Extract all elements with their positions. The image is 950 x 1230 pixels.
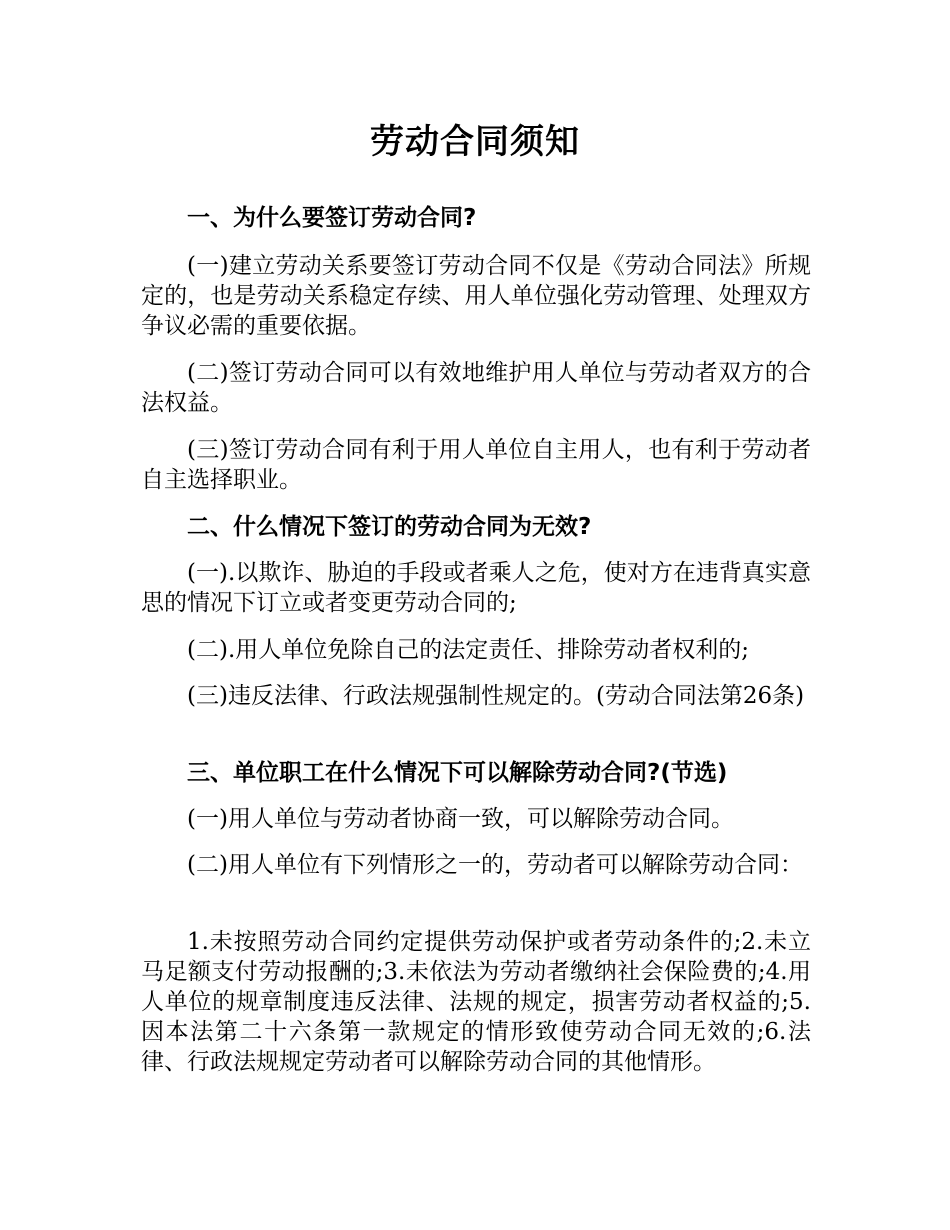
section-3-paragraph-3: 1.未按照劳动合同约定提供劳动保护或者劳动条件的;2.未立马足额支付劳动报酬的;3.未依法为劳动者缴纳社会保险费的;4.用人单位的规章制度违反法律、法规的规定，损害劳动者权益的;5.因本法第二十六条第一款规定的情形致使劳动合同无效的;6.法律、行政法规规定劳动者可以解除劳动合同的其他情形。: [141, 929, 811, 1075]
section-1-paragraph-2: (二)签订劳动合同可以有效地维护用人单位与劳动者双方的合法权益。: [141, 360, 811, 416]
section-2-paragraph-1: (一).以欺诈、胁迫的手段或者乘人之危，使对方在违背真实意思的情况下订立或者变更劳动合同的;: [141, 560, 811, 616]
section-2-paragraph-2: (二).用人单位免除自己的法定责任、排除劳动者权利的;: [187, 637, 750, 663]
section-1-paragraph-1: (一)建立劳动关系要签订劳动合同不仅是《劳动合同法》所规定的，也是劳动关系稳定存续、用人单位强化劳动管理、处理双方争议必需的重要依据。: [141, 253, 811, 339]
section-2-paragraph-3: (三)违反法律、行政法规强制性规定的。(劳动合同法第26条): [187, 683, 805, 709]
document-title: 劳动合同须知: [370, 122, 580, 162]
section-1-paragraph-3: (三)签订劳动合同有利于用人单位自主用人，也有利于劳动者自主选择职业。: [141, 437, 811, 493]
section-1-heading: 一、为什么要签订劳动合同?: [187, 205, 477, 231]
section-3-paragraph-2: (二)用人单位有下列情形之一的，劳动者可以解除劳动合同：: [187, 852, 803, 878]
section-3-heading: 三、单位职工在什么情况下可以解除劳动合同?(节选): [187, 760, 728, 786]
section-2-heading: 二、什么情况下签订的劳动合同为无效?: [187, 514, 592, 540]
section-3-paragraph-1: (一)用人单位与劳动者协商一致，可以解除劳动合同。: [187, 806, 734, 832]
